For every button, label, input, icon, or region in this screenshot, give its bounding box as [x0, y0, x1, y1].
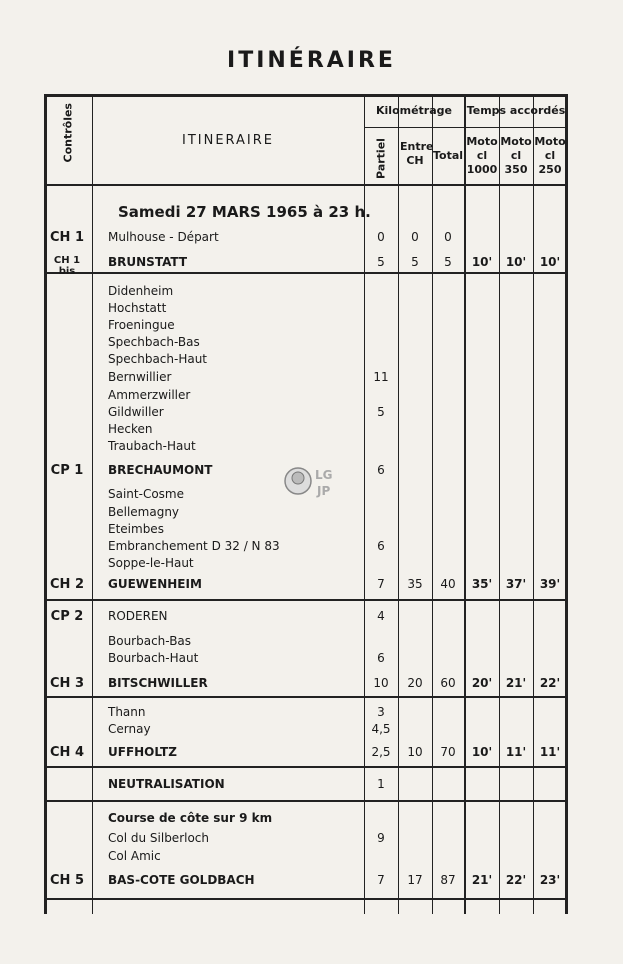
place-name: UFFHOLTZ [108, 745, 177, 759]
time-moto-250: 39' [539, 577, 561, 591]
time-moto-1000: 20' [471, 676, 493, 690]
control-label: CH 5 [50, 873, 84, 888]
place-name: Ammerzwiller [108, 388, 191, 402]
time-moto-250: 22' [539, 676, 561, 690]
km-total: 5 [444, 255, 452, 269]
time-moto-250: 11' [539, 745, 561, 759]
km-partiel: 7 [377, 577, 385, 591]
km-partiel: 6 [377, 651, 385, 665]
km-partiel: 6 [377, 463, 385, 477]
place-name: Spechbach-Bas [108, 335, 200, 349]
section-divider [44, 272, 568, 274]
section-divider [44, 766, 568, 768]
header-controles: Contrôles [61, 103, 75, 163]
control-label: CP 2 [50, 609, 84, 624]
header-divider [364, 127, 464, 128]
km-partiel: 5 [377, 255, 385, 269]
time-moto-250: 10' [539, 255, 561, 269]
control-label: CH 4 [50, 745, 84, 760]
place-name: Gildwiller [108, 405, 164, 419]
header-moto-250: Moto cl 250 [534, 135, 566, 176]
place-name: Traubach-Haut [108, 439, 196, 453]
header-moto-1000: Moto cl 1000 [466, 135, 498, 176]
time-moto-350: 22' [505, 873, 527, 887]
place-name: GUEWENHEIM [108, 577, 202, 591]
km-entre-ch: 17 [407, 873, 423, 887]
km-total: 40 [440, 577, 456, 591]
time-moto-350: 10' [505, 255, 527, 269]
km-partiel: 7 [377, 873, 385, 887]
km-total: 60 [440, 676, 456, 690]
header-kilometrage: Kilométrage [376, 104, 452, 117]
km-partiel: 4 [377, 609, 385, 623]
km-entre-ch: 35 [407, 577, 423, 591]
km-partiel: 6 [377, 539, 385, 553]
km-entre-ch: 5 [411, 255, 419, 269]
time-moto-350: 11' [505, 745, 527, 759]
control-label: CH 3 [50, 676, 84, 691]
place-name: Bourbach-Haut [108, 651, 199, 665]
place-name: Hochstatt [108, 301, 167, 315]
col-divider [92, 94, 93, 914]
col-divider [499, 94, 500, 914]
time-moto-1000: 10' [471, 745, 493, 759]
place-name: Cernay [108, 722, 151, 736]
time-moto-1000: 35' [471, 577, 493, 591]
km-partiel: 10 [373, 676, 389, 690]
km-total: 87 [440, 873, 456, 887]
logo-text-top: LG [315, 468, 333, 482]
time-moto-250: 23' [539, 873, 561, 887]
header-temps: Temps accordés [466, 104, 566, 117]
control-label: CP 1 [50, 463, 84, 478]
logo-stamp [283, 461, 343, 503]
header-partiel: Partiel [374, 138, 388, 179]
km-partiel: 3 [377, 705, 385, 719]
km-partiel: 4,5 [371, 722, 391, 736]
place-name: Col du Silberloch [108, 831, 210, 845]
place-name: Bourbach-Bas [108, 634, 192, 648]
km-partiel: 9 [377, 831, 385, 845]
km-partiel: 0 [377, 230, 385, 244]
time-moto-350: 37' [505, 577, 527, 591]
km-entre-ch: 10 [407, 745, 423, 759]
time-moto-1000: 21' [471, 873, 493, 887]
km-total: 70 [440, 745, 456, 759]
header-divider [464, 127, 568, 128]
page-title: ITINÉRAIRE [227, 48, 396, 73]
place-name: RODEREN [108, 609, 168, 623]
place-name: Spechbach-Haut [108, 352, 208, 366]
place-name: Eteimbes [108, 522, 164, 536]
place-name: Thann [108, 705, 146, 719]
header-moto-350: Moto cl 350 [500, 135, 532, 176]
time-moto-1000: 10' [471, 255, 493, 269]
place-name: NEUTRALISATION [108, 777, 225, 791]
section-divider [44, 696, 568, 698]
header-itineraire: ITINERAIRE [181, 133, 275, 148]
header-total: Total [432, 149, 464, 162]
section-divider [44, 800, 568, 802]
col-divider [432, 94, 433, 914]
place-name: BITSCHWILLER [108, 676, 208, 690]
km-partiel: 5 [377, 405, 385, 419]
place-name: BRUNSTATT [108, 255, 188, 269]
km-entre-ch: 0 [411, 230, 419, 244]
section-divider [44, 599, 568, 601]
place-name: Didenheim [108, 284, 174, 298]
logo-text-bottom: JP [317, 484, 331, 498]
section-divider [44, 898, 568, 900]
col-divider [533, 94, 534, 914]
place-name: Froeningue [108, 318, 175, 332]
place-name: Saint-Cosme [108, 487, 184, 501]
place-name: Bernwillier [108, 370, 172, 384]
km-partiel: 1 [377, 777, 385, 791]
place-name: Mulhouse - Départ [108, 230, 219, 244]
place-name: BRECHAUMONT [108, 463, 213, 477]
control-label: CH 1 [50, 230, 84, 245]
place-name: Soppe-le-Haut [108, 556, 194, 570]
km-total: 0 [444, 230, 452, 244]
col-divider [464, 94, 466, 914]
place-name: Embranchement D 32 / N 83 [108, 539, 280, 553]
place-name: Col Amic [108, 849, 161, 863]
time-moto-350: 21' [505, 676, 527, 690]
km-partiel: 11 [373, 370, 389, 384]
control-label: CH 1 bis [53, 255, 81, 277]
col-divider [398, 94, 399, 914]
header-bottom [44, 184, 568, 186]
header-entre-ch: Entre CH [400, 140, 434, 167]
km-entre-ch: 20 [407, 676, 423, 690]
course-note: Course de côte sur 9 km [108, 811, 273, 825]
control-label: CH 2 [50, 577, 84, 592]
date-line: Samedi 27 MARS 1965 à 23 h. [118, 203, 371, 221]
place-name: Hecken [108, 422, 153, 436]
place-name: Bellemagny [108, 505, 180, 519]
km-partiel: 2,5 [371, 745, 391, 759]
place-name: BAS-COTE GOLDBACH [108, 873, 255, 887]
